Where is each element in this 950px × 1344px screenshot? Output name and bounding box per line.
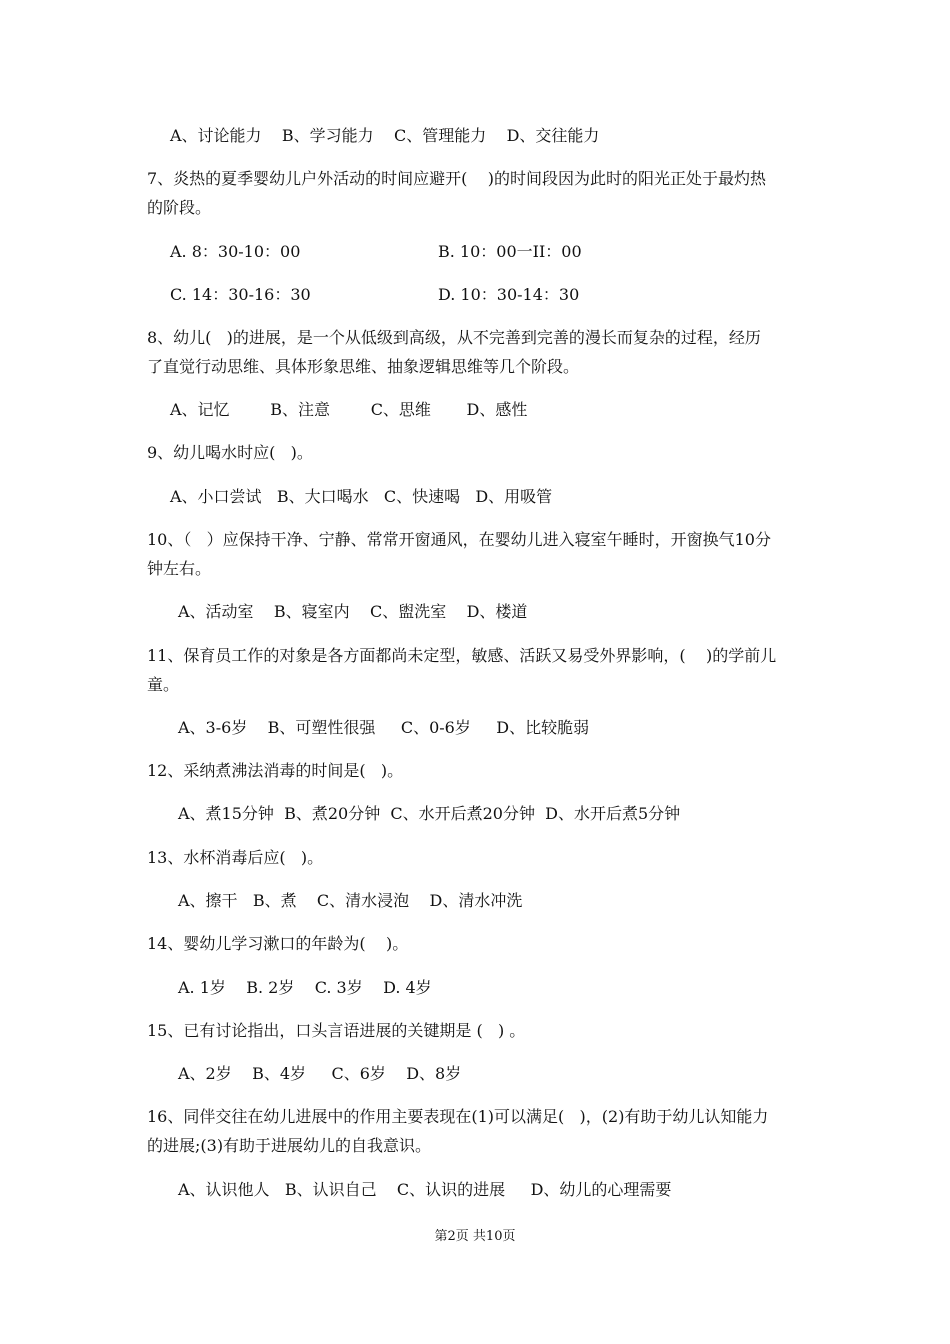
q15-options: A、2岁 B、4岁 C、6岁 D、8岁 bbox=[178, 1064, 462, 1083]
q14-text: 14、婴幼儿学习漱口的年龄为( )。 bbox=[147, 934, 409, 953]
q14-options: A. 1岁 B. 2岁 C. 3岁 D. 4岁 bbox=[178, 978, 432, 997]
q7-option-b: B. 10：00一II：00 bbox=[438, 242, 582, 261]
q7-option-d: D. 10：30-14：30 bbox=[438, 285, 580, 304]
q16-options: A、认识他人 B、认识自己 C、认识的进展 D、幼儿的心理需要 bbox=[178, 1180, 672, 1199]
q13-text: 13、水杯消毒后应( )。 bbox=[147, 848, 324, 867]
q10-text-line1: 10、（ ）应保持干净、宁静、常常开窗通风，在婴幼儿进入寝室午睡时，开窗换气10分 bbox=[147, 530, 771, 549]
q8-options: A、记忆 B、注意 C、思维 D、感性 bbox=[170, 400, 528, 419]
q7-option-a: A. 8：30-10：00 bbox=[170, 242, 301, 261]
q7-text-line2: 的阶段。 bbox=[147, 198, 212, 217]
q8-text-line1: 8、幼儿( )的进展，是一个从低级到高级，从不完善到完善的漫长而复杂的过程，经历 bbox=[147, 328, 761, 347]
q8-text-line2: 了直觉行动思维、具体形象思维、抽象逻辑思维等几个阶段。 bbox=[147, 357, 580, 376]
q10-options: A、活动室 B、寝室内 C、盥洗室 D、楼道 bbox=[178, 602, 528, 621]
q13-options: A、擦干 B、煮 C、清水浸泡 D、清水冲洗 bbox=[178, 891, 523, 910]
q9-text: 9、幼儿喝水时应( )。 bbox=[147, 443, 313, 462]
q11-options: A、3-6岁 B、可塑性很强 C、0-6岁 D、比较脆弱 bbox=[178, 718, 590, 737]
q11-text-line1: 11、保育员工作的对象是各方面都尚未定型，敏感、活跃又易受外界影响，( )的学前儿 bbox=[147, 646, 777, 665]
q11-text-line2: 童。 bbox=[147, 675, 180, 694]
q16-text-line2: 的进展;(3)有助于进展幼儿的自我意识。 bbox=[147, 1136, 432, 1155]
q7-option-c: C. 14：30-16：30 bbox=[170, 285, 311, 304]
q7-text-line1: 7、炎热的夏季婴幼儿户外活动的时间应避开( )的时间段因为此时的阳光正处于最灼热 bbox=[147, 169, 767, 188]
page-footer: 第2页 共10页 bbox=[434, 1229, 516, 1244]
q15-text: 15、已有讨论指出，口头言语进展的关键期是 ( ) 。 bbox=[147, 1021, 526, 1040]
q9-options: A、小口尝试 B、大口喝水 C、快速喝 D、用吸管 bbox=[170, 487, 553, 506]
q12-options: A、煮15分钟 B、煮20分钟 C、水开后煮20分钟 D、水开后煮5分钟 bbox=[178, 804, 681, 823]
q12-text: 12、采纳煮沸法消毒的时间是( )。 bbox=[147, 761, 404, 780]
q10-text-line2: 钟左右。 bbox=[147, 559, 212, 578]
q16-text-line1: 16、同伴交往在幼儿进展中的作用主要表现在(1)可以满足( )，(2)有助于幼儿认知能力 bbox=[147, 1107, 769, 1126]
q6-options: A、讨论能力 B、学习能力 C、管理能力 D、交往能力 bbox=[170, 126, 600, 145]
